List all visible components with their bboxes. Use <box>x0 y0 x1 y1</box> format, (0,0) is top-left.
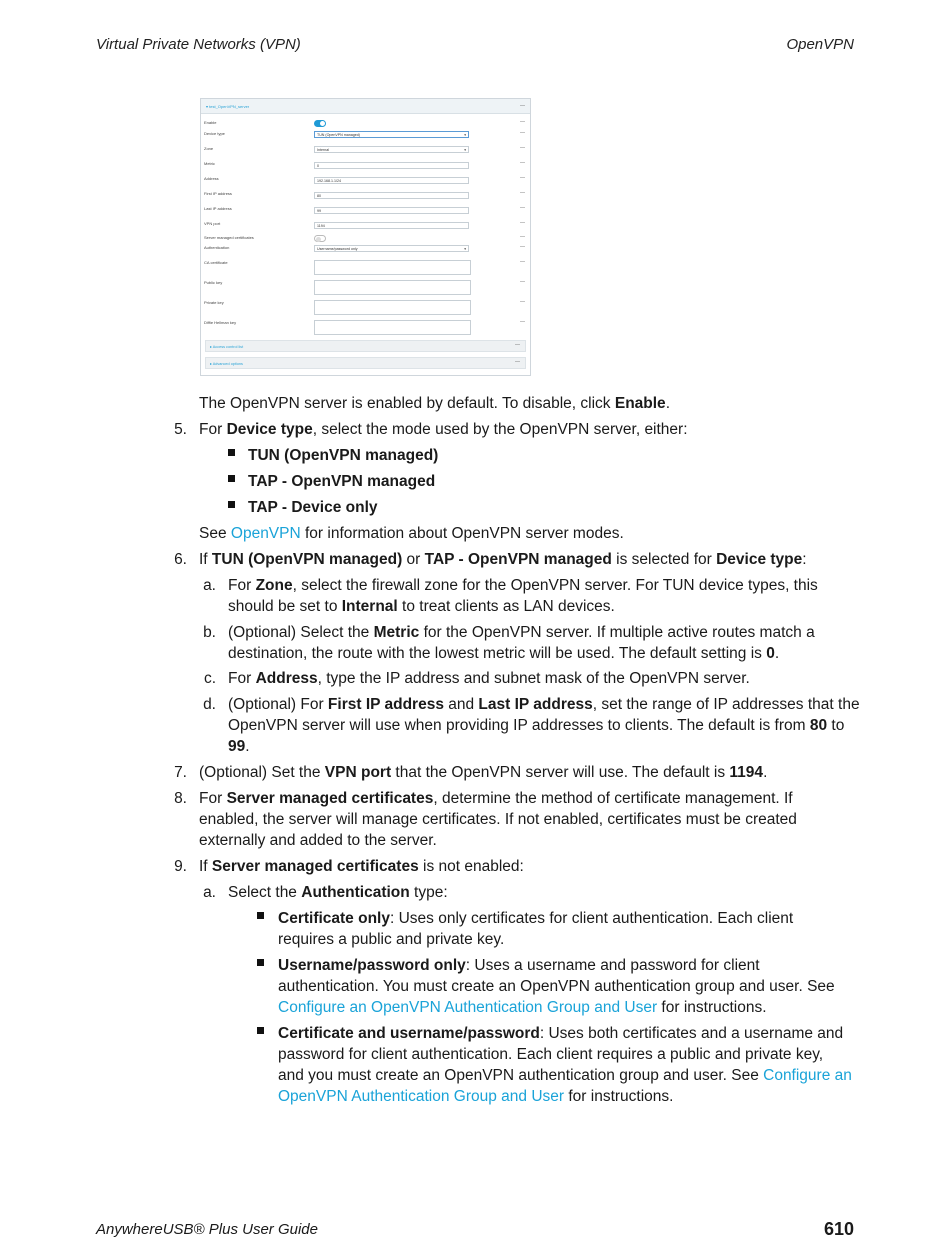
substep-letter: a. <box>203 884 216 901</box>
last-ip-input[interactable]: 99 <box>314 207 469 214</box>
auth-option-username-password: Username/password only: Uses a username and password for client authentication. You must create an OpenVPN authentication group and user. See Configure an OpenVPN Authentication Group and User for instructions. <box>278 957 835 1016</box>
step-number: 7. <box>174 764 187 781</box>
fig-row-ca-cert <box>201 259 530 277</box>
bullet-icon <box>228 449 235 456</box>
step-number: 9. <box>174 858 187 875</box>
fig-row-label: Zone <box>204 146 214 151</box>
dash-icon: — <box>520 234 525 240</box>
dash-icon: — <box>520 279 525 285</box>
openvpn-link[interactable]: OpenVPN <box>230 525 301 542</box>
substep-b-text: (Optional) Select the Metric for the OpenVPN server. If multiple active routes match a destination, the route with the lowest metric will be used. The default setting is 0. <box>228 624 815 662</box>
substep-letter: a. <box>203 577 216 594</box>
configure-auth-group-link[interactable]: OpenVPN Authentication Group and User <box>278 1088 565 1105</box>
enable-toggle[interactable] <box>314 120 326 127</box>
advanced-options-section[interactable] <box>205 357 526 369</box>
footer-title: AnywhereUSB® Plus User Guide <box>96 1221 318 1238</box>
dash-icon: — <box>520 119 525 125</box>
access-control-list-section[interactable] <box>205 340 526 352</box>
fig-row-enable <box>201 119 530 129</box>
diffie-hellman-key-textarea[interactable] <box>314 320 471 335</box>
ca-certificate-textarea[interactable] <box>314 260 471 275</box>
private-key-textarea[interactable] <box>314 300 471 315</box>
step-number: 8. <box>174 790 187 807</box>
list-item: TAP - Device only <box>248 499 378 516</box>
server-managed-certs-toggle[interactable] <box>314 235 326 242</box>
first-ip-input[interactable]: 80 <box>314 192 469 199</box>
substep-letter: d. <box>203 696 216 713</box>
dash-icon: — <box>520 160 525 166</box>
vpn-port-input[interactable]: 1194 <box>314 222 469 229</box>
configure-auth-group-link[interactable]: Configure an <box>763 1067 852 1084</box>
dash-icon: — <box>520 205 525 211</box>
fig-row-label: Device type <box>204 131 225 136</box>
running-header-left: Virtual Private Networks (VPN) <box>96 36 301 53</box>
fig-row-public-key <box>201 279 530 297</box>
fig-row-address <box>201 175 530 185</box>
fig-row-last-ip <box>201 205 530 215</box>
collapse-icon: — <box>515 359 520 365</box>
fig-row-vpn-port <box>201 220 530 230</box>
page-number: 610 <box>823 1219 854 1239</box>
fig-row-label: Private key <box>204 300 224 305</box>
fig-row-label: Authentication <box>204 245 230 250</box>
fig-row-label: First IP address <box>204 191 232 196</box>
collapse-icon: — <box>520 103 525 109</box>
step-6-text: If TUN (OpenVPN managed) or TAP - OpenVPN managed is selected for Device type: <box>199 551 807 568</box>
figure-title: ▾ test_OpenVPN_server <box>206 104 250 109</box>
fig-row-label: CA certificate <box>204 260 228 265</box>
fig-row-private-key <box>201 299 530 317</box>
substep-letter: c. <box>203 670 216 687</box>
step-5-text: For Device type, select the mode used by the OpenVPN server, either: <box>199 421 688 438</box>
fig-row-label: Metric <box>204 161 215 166</box>
fig-row-label: VPN port <box>204 221 221 226</box>
fig-row-metric <box>201 160 530 170</box>
openvpn-server-config-screenshot <box>200 98 531 376</box>
configure-auth-group-link[interactable]: Configure an OpenVPN Authentication Group and User <box>278 999 658 1016</box>
bullet-icon <box>228 475 235 482</box>
bullet-icon <box>257 959 264 966</box>
fig-row-first-ip <box>201 190 530 200</box>
step-number: 6. <box>174 551 187 568</box>
metric-input[interactable]: 0 <box>314 162 469 169</box>
substep-a-text: For Zone, select the firewall zone for the OpenVPN server. For TUN device types, this should be set to Internal to treat clients as LAN devices. <box>228 577 818 615</box>
dash-icon: — <box>520 145 525 151</box>
bullet-icon <box>228 501 235 508</box>
fig-row-label: Last IP address <box>204 206 232 211</box>
enable-paragraph: The OpenVPN server is enabled by default. To disable, click Enable. <box>199 395 670 412</box>
dash-icon: — <box>520 299 525 305</box>
section-title: ▸ Access control list <box>210 345 244 349</box>
dash-icon: — <box>520 175 525 181</box>
auth-option-cert-and-username: Certificate and username/password: Uses both certificates and a username and password for client authentication. Each client requires a public and private key, and you must create an OpenVPN authentication group and user. See Configure an OpenVPN Authentication Group and User for instructions. <box>278 1025 852 1105</box>
fig-row-label: Enable <box>204 120 217 125</box>
fig-row-zone <box>201 145 530 155</box>
dash-icon: — <box>520 319 525 325</box>
running-header-right: OpenVPN <box>786 36 854 53</box>
see-openvpn-paragraph: See OpenVPN for information about OpenVPN server modes. <box>199 525 624 542</box>
address-input[interactable]: 192.168.1.1/24 <box>314 177 469 184</box>
list-item: TUN (OpenVPN managed) <box>248 447 439 464</box>
substep-letter: b. <box>203 624 216 641</box>
device-type-select[interactable]: TUN (OpenVPN managed) ▾ <box>314 131 469 138</box>
fig-row-dh-key <box>201 319 530 337</box>
authentication-select[interactable]: Username/password only ▾ <box>314 245 469 252</box>
fig-row-label: Server managed certificates <box>204 235 254 240</box>
fig-row-label: Public key <box>204 280 223 285</box>
dash-icon: — <box>520 244 525 250</box>
figure-title-bar <box>201 99 530 114</box>
collapse-icon: — <box>515 342 520 348</box>
zone-select[interactable]: Internal ▾ <box>314 146 469 153</box>
dash-icon: — <box>520 130 525 136</box>
bullet-icon <box>257 1027 264 1034</box>
section-title: ▸ Advanced options <box>210 362 243 366</box>
public-key-textarea[interactable] <box>314 280 471 295</box>
step-7-text: (Optional) Set the VPN port that the OpenVPN server will use. The default is 1194. <box>199 764 768 781</box>
dash-icon: — <box>520 190 525 196</box>
step-8-text: For Server managed certificates, determine the method of certificate management. If enabled, the server will manage certificates. If not enabled, certificates must be created externally and added to the server. <box>199 790 797 849</box>
fig-row-server-managed-certs <box>201 234 530 244</box>
step-9-text: If Server managed certificates is not enabled: <box>199 858 524 875</box>
substep-d-text: (Optional) For First IP address and Last IP address, set the range of IP addresses that the OpenVPN server will use when providing IP addresses to clients. The default is from 80 to 99. <box>228 696 860 755</box>
fig-row-label: Diffie Hellman key <box>204 320 237 325</box>
auth-option-certificate-only: Certificate only: Uses only certificates for client authentication. Each client requires a public and private key. <box>278 910 794 948</box>
dash-icon: — <box>520 259 525 265</box>
list-item: TAP - OpenVPN managed <box>248 473 436 490</box>
substep-9a-text: Select the Authentication type: <box>228 884 448 901</box>
fig-row-device-type <box>201 130 530 140</box>
fig-row-label: Address <box>204 176 219 181</box>
bullet-icon <box>257 912 264 919</box>
fig-row-authentication <box>201 244 530 254</box>
step-number: 5. <box>174 421 187 438</box>
dash-icon: — <box>520 220 525 226</box>
substep-c-text: For Address, type the IP address and subnet mask of the OpenVPN server. <box>228 670 750 687</box>
